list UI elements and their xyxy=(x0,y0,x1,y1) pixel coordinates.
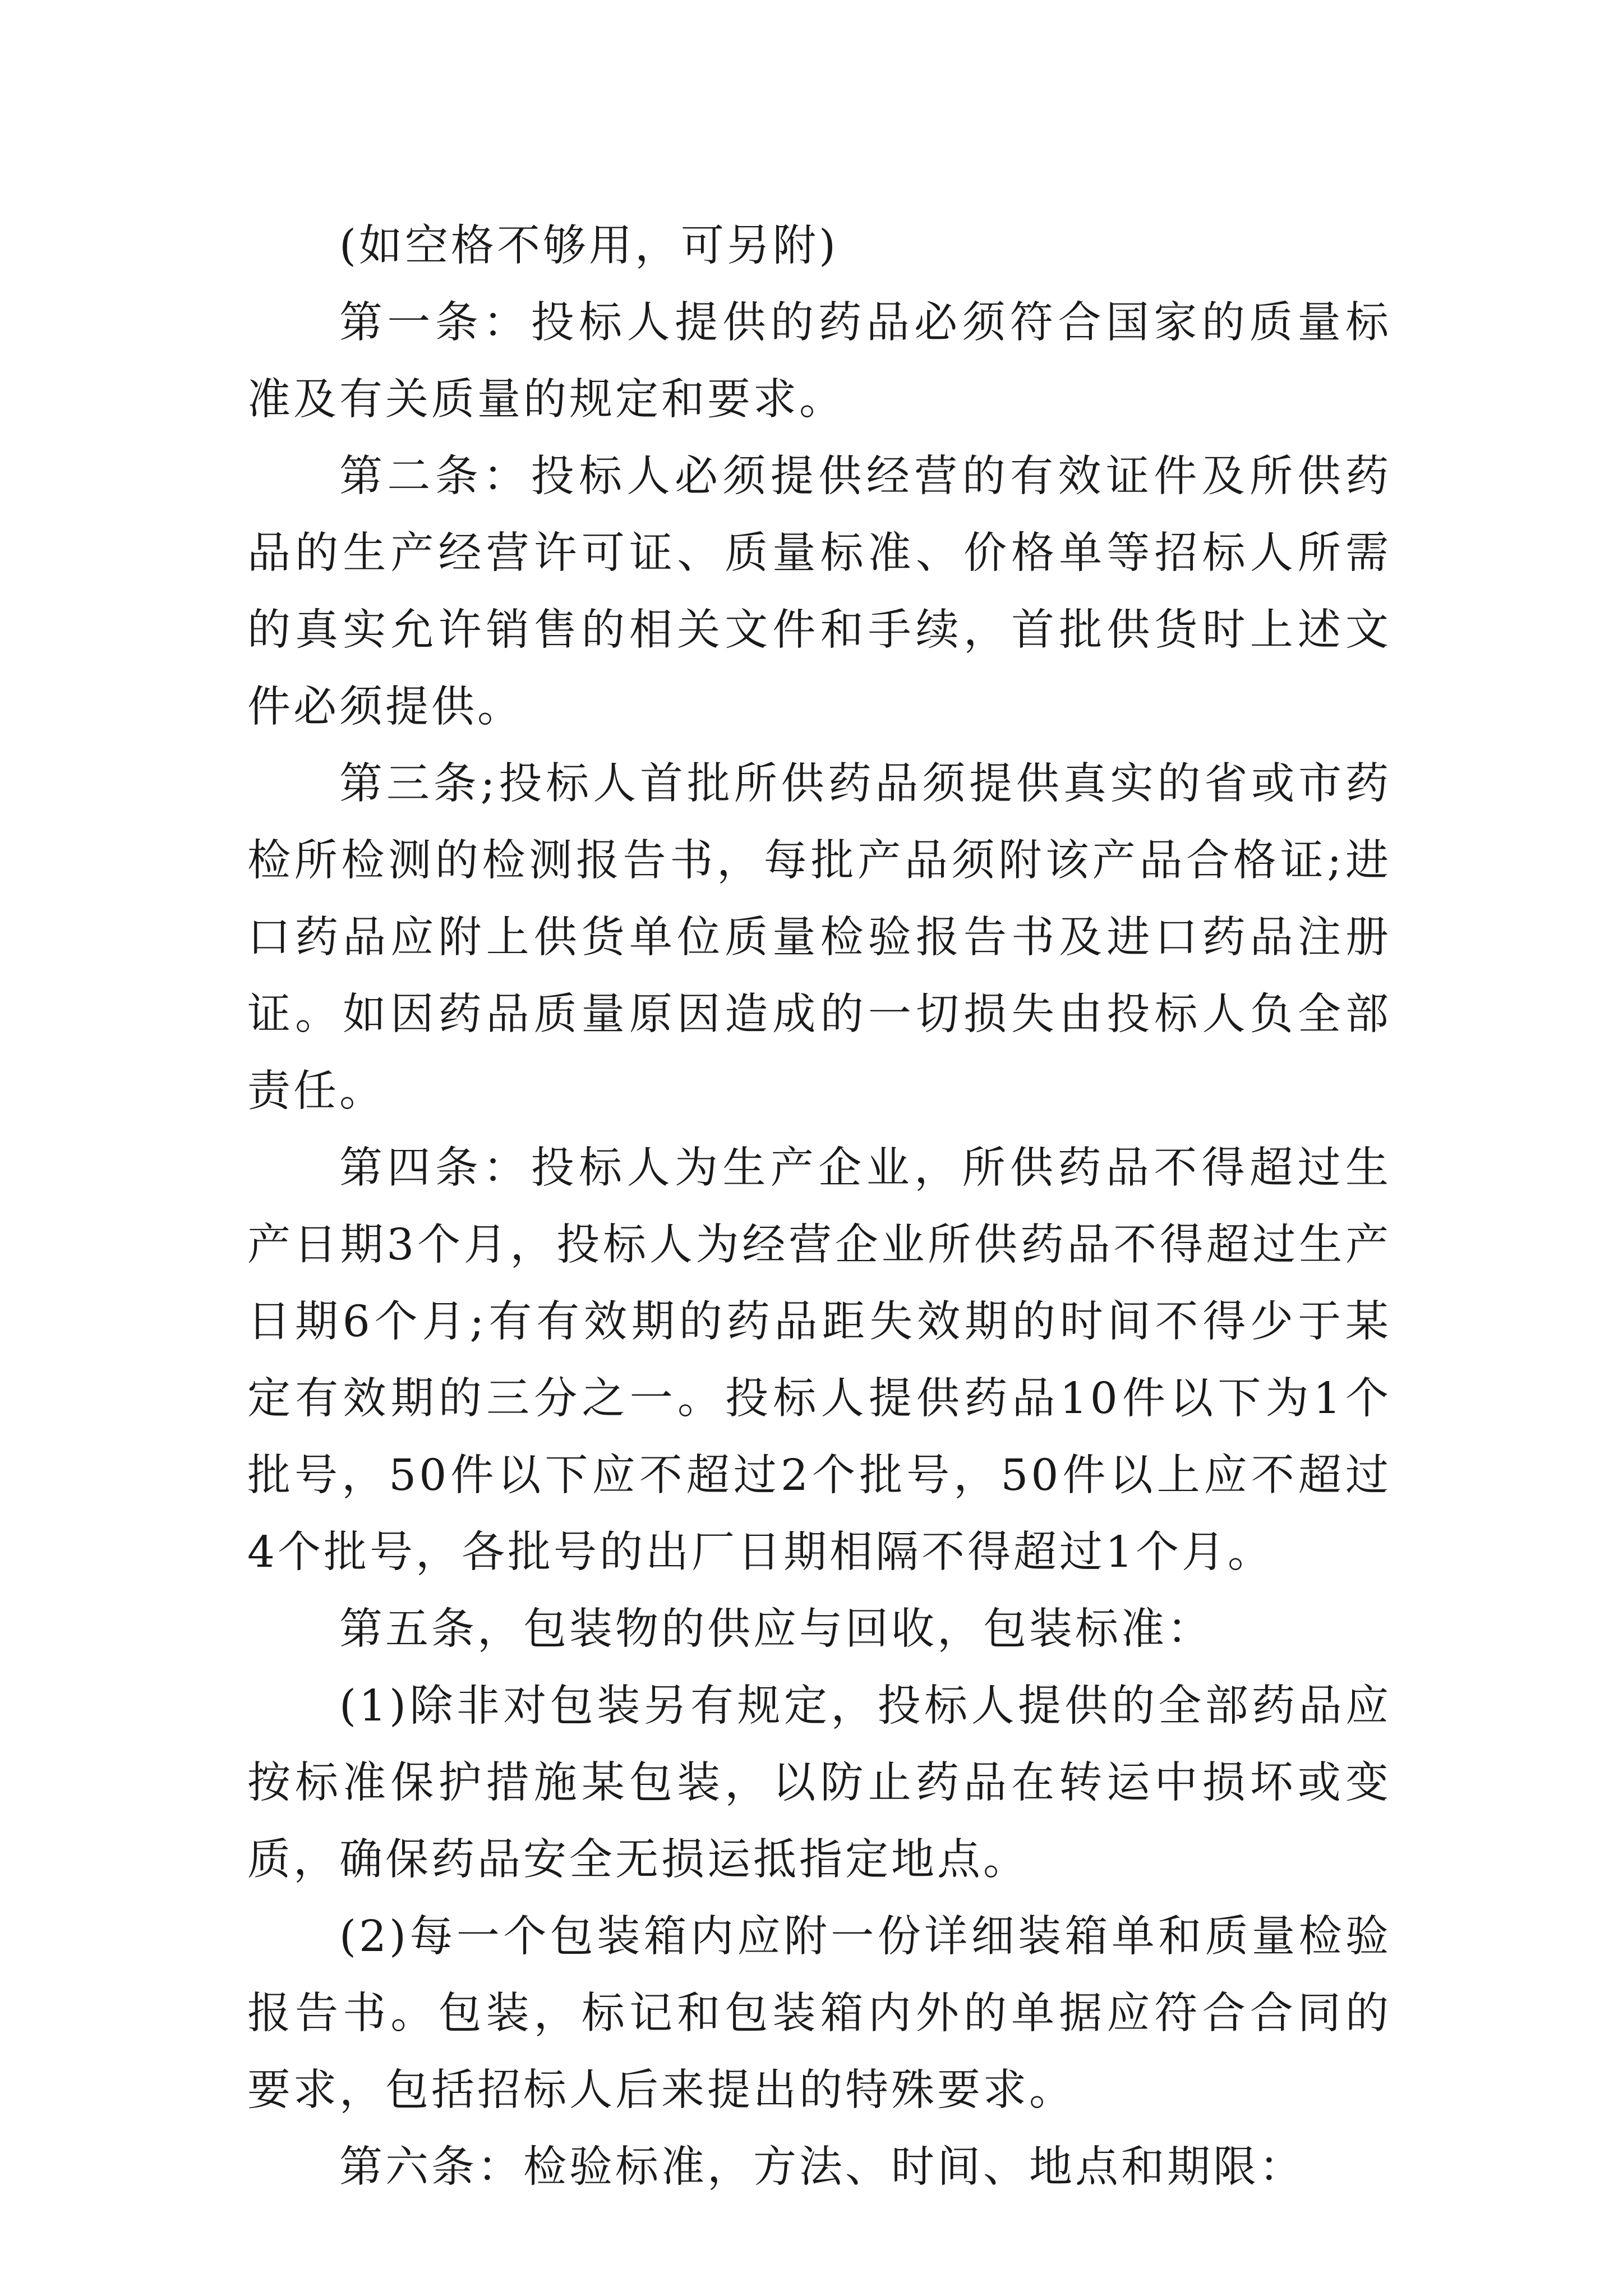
paragraph-article-5-item-1: (1)除非对包装另有规定，投标人提供的全部药品应按标准保护措施某包装，以防止药品在转运中损坏或变质，确保药品安全无损运抵指定地点。 xyxy=(247,1681,1391,1885)
paragraph-note: (如空格不够用，可另附) xyxy=(339,221,839,271)
paragraph-article-6: 第六条：检验标准，方法、时间、地点和期限： xyxy=(339,2142,1305,2192)
paragraph-article-1: 第一条：投标人提供的药品必须符合国家的质量标准及有关质量的规定和要求。 xyxy=(247,298,1391,425)
paragraph-article-5-item-2: (2)每一个包装箱内应附一份详细装箱单和质量检验报告书。包装，标记和包装箱内外的单据应符合合同的要求，包括招标人后来提出的特殊要求。 xyxy=(247,1912,1391,2115)
document-body xyxy=(247,208,1391,2206)
paragraph-article-3: 第三条;投标人首批所供药品须提供真实的省或市药检所检测的检测报告书，每批产品须附该产品合格证;进口药品应附上供货单位质量检验报告书及进口药品注册证。如因药品质量原因造成的一切损失由投标人负全部责任。 xyxy=(247,759,1391,1116)
paragraph-article-2: 第二条：投标人必须提供经营的有效证件及所供药品的生产经营许可证、质量标准、价格单等招标人所需的真实允许销售的相关文件和手续，首批供货时上述文件必须提供。 xyxy=(247,452,1391,732)
paragraph-article-4: 第四条：投标人为生产企业，所供药品不得超过生产日期3个月，投标人为经营企业所供药品不得超过生产日期6个月;有有效期的药品距失效期的时间不得少于某定有效期的三分之一。投标人提供药品10件以下为1个批号，50件以下应不超过2个批号，50件以上应不超过4个批号，各批号的出厂日期相隔不得超过1个月。 xyxy=(247,1143,1391,1577)
paragraph-article-5: 第五条，包装物的供应与回收，包装标准： xyxy=(339,1604,1213,1654)
